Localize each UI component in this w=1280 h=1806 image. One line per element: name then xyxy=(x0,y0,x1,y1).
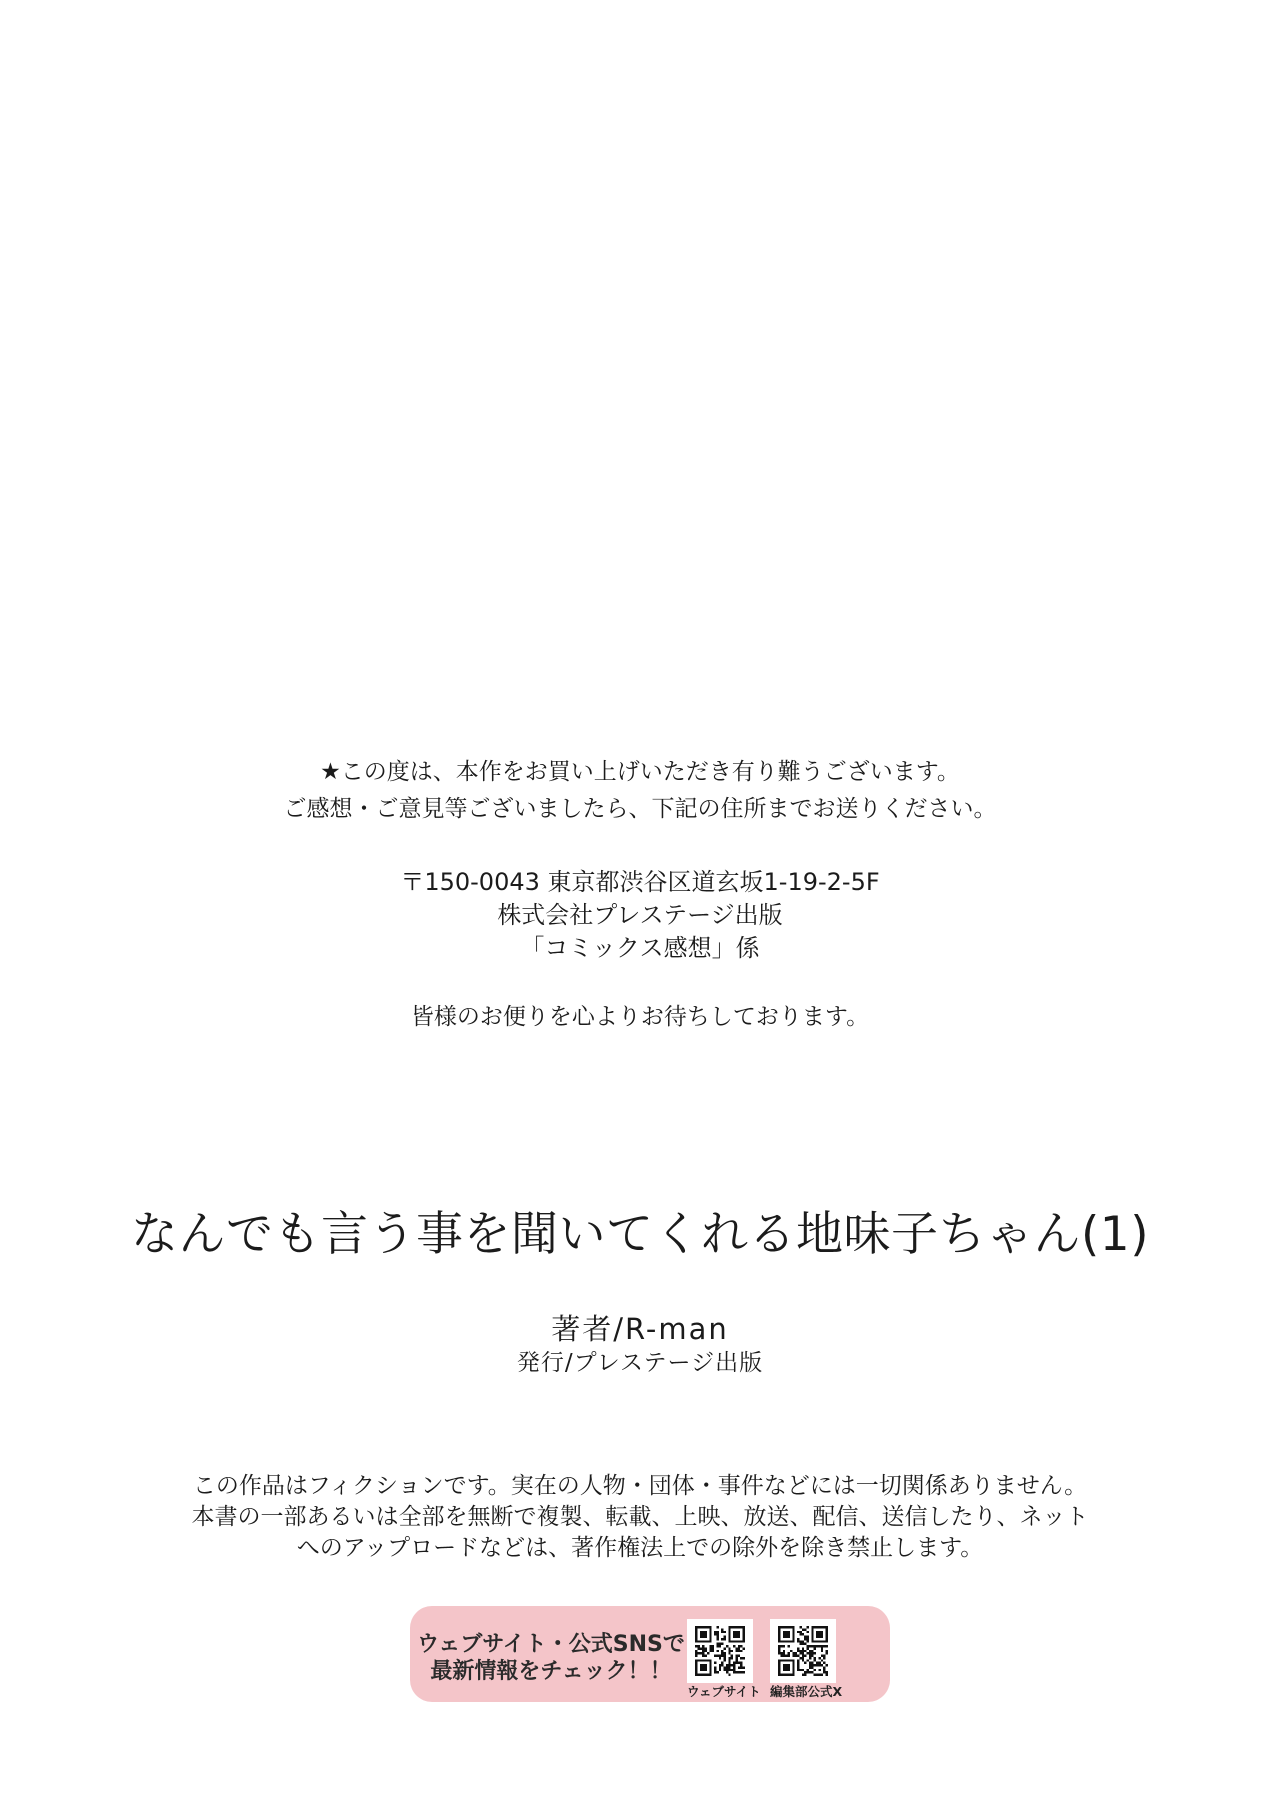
address-department-line: 「コミックス感想」係 xyxy=(520,934,760,962)
publisher-address xyxy=(0,866,1280,965)
sns-check-message xyxy=(416,1631,686,1685)
author-credit: 著者/R-man xyxy=(551,1312,729,1346)
editorial-x-qr-label: 編集部公式X xyxy=(770,1684,843,1699)
disclaimer-line-2: 本書の一部あるいは全部を無断で複製、転載、上映、放送、配信、送信したり、ネット xyxy=(191,1504,1089,1530)
publisher-credit: 発行/プレステージ出版 xyxy=(516,1350,764,1376)
awaiting-letters-message: 皆様のお便りを心よりお待ちしております。 xyxy=(410,1004,870,1030)
website-qr-icon xyxy=(694,1626,746,1676)
editorial-x-qr-icon xyxy=(777,1626,829,1676)
copyright-disclaimer xyxy=(0,1471,1280,1564)
address-company-line: 株式会社プレステージ出版 xyxy=(497,901,783,929)
thanks-message xyxy=(0,754,1280,828)
sns-message-line-1: ウェブサイト・公式SNSで xyxy=(417,1632,685,1657)
website-qr-code xyxy=(687,1619,753,1683)
sns-info-box xyxy=(410,1606,890,1702)
website-qr-label: ウェブサイト xyxy=(687,1684,761,1699)
disclaimer-line-1: この作品はフィクションです。実在の人物・団体・事件などには一切関係ありません。 xyxy=(192,1473,1088,1499)
editorial-x-qr-code xyxy=(770,1619,836,1683)
address-postal-line: 〒150-0043 東京都渋谷区道玄坂1-19-2-5F xyxy=(400,868,880,896)
sns-message-line-2: 最新情報をチェック！！ xyxy=(430,1659,672,1684)
book-title: なんでも言う事を聞いてくれる地味子ちゃん(1) xyxy=(130,1207,1150,1262)
disclaimer-line-3: へのアップロードなどは、著作権法上での除外を除き禁止します。 xyxy=(296,1535,984,1561)
thanks-line-2: ご感想・ご意見等ございましたら、下記の住所までお送りください。 xyxy=(283,796,997,822)
thanks-line-1: ★この度は、本作をお買い上げいただき有り難うございます。 xyxy=(320,759,960,785)
